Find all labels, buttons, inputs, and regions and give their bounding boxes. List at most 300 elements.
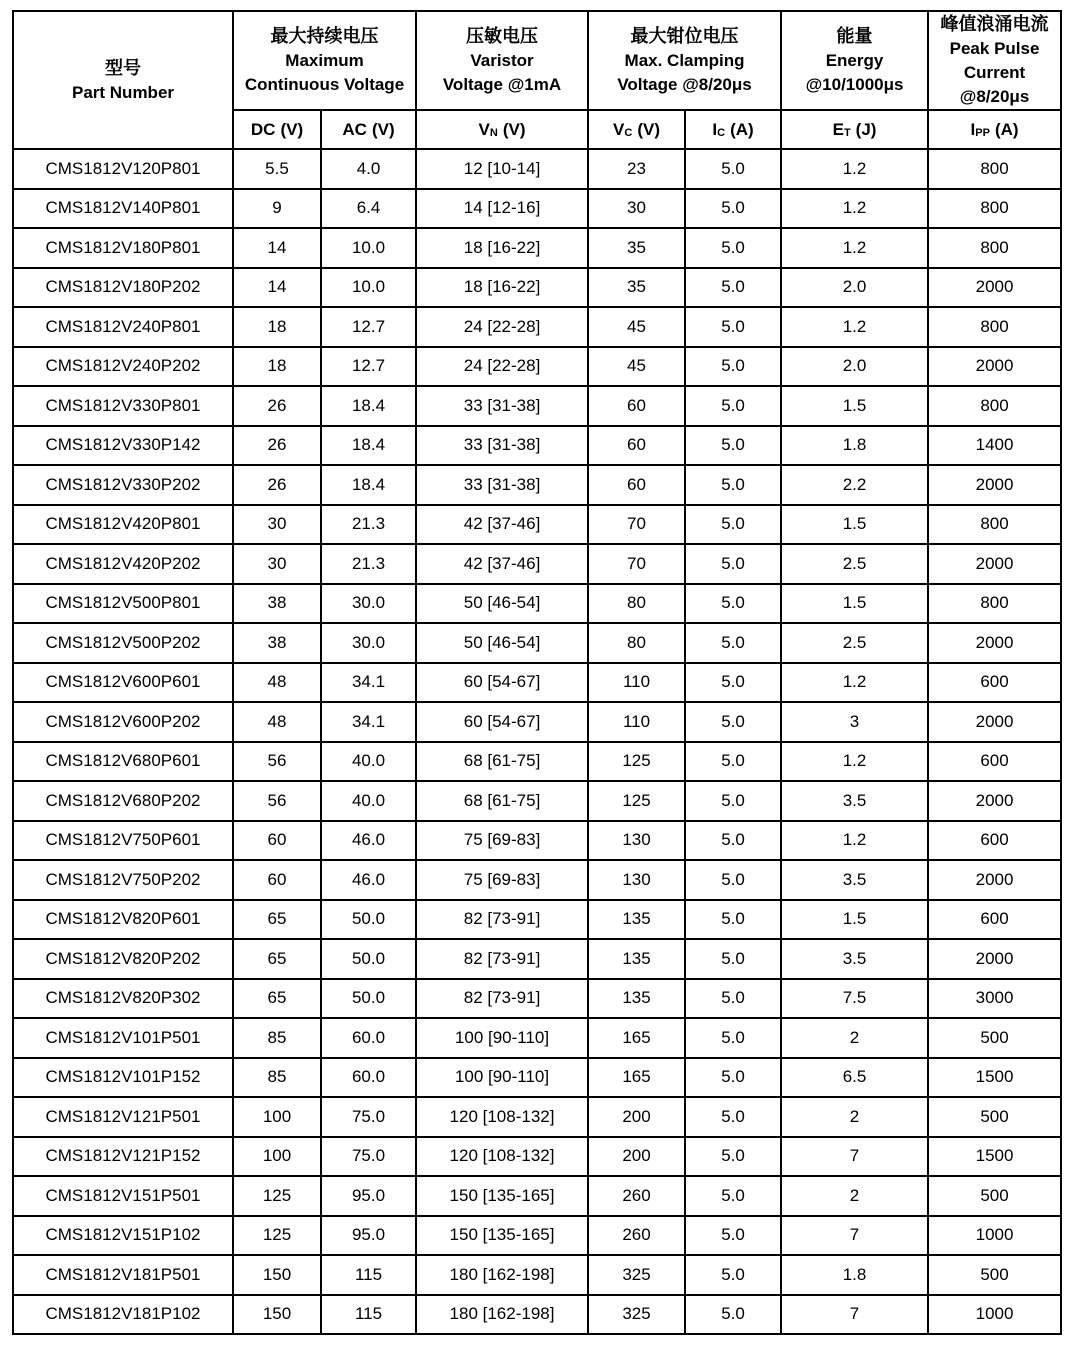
clamping-current-cell: 5.0 — [685, 821, 781, 861]
part-number-header-zh: 型号 — [105, 57, 141, 78]
dc-voltage-cell: 18 — [233, 347, 321, 387]
energy-cell: 1.5 — [781, 386, 928, 426]
col-header-ic — [685, 110, 781, 149]
clamping-voltage-cell: 45 — [588, 307, 685, 347]
part-number-cell: CMS1812V101P501 — [13, 1018, 233, 1058]
clamping-voltage-cell: 60 — [588, 426, 685, 466]
part-number-cell: CMS1812V121P501 — [13, 1097, 233, 1137]
col-header-dc — [233, 110, 321, 149]
table-row — [13, 1255, 1061, 1295]
energy-cell: 1.5 — [781, 505, 928, 545]
clamping-current-cell: 5.0 — [685, 347, 781, 387]
ac-voltage-cell: 30.0 — [321, 623, 416, 663]
varistor-voltage-cell: 42 [37-46] — [416, 544, 588, 584]
clamping-voltage-cell: 325 — [588, 1295, 685, 1335]
ac-voltage-cell: 30.0 — [321, 584, 416, 624]
energy-cell: 1.8 — [781, 1255, 928, 1295]
header-group-row — [13, 11, 1061, 110]
dc-voltage-cell: 5.5 — [233, 149, 321, 189]
energy-cell: 1.2 — [781, 742, 928, 782]
varistor-voltage-cell: 120 [108-132] — [416, 1097, 588, 1137]
energy-cell: 3.5 — [781, 939, 928, 979]
part-number-cell: CMS1812V420P801 — [13, 505, 233, 545]
varistor-voltage-cell: 24 [22-28] — [416, 307, 588, 347]
part-number-cell: CMS1812V330P801 — [13, 386, 233, 426]
table-row — [13, 702, 1061, 742]
varistor-voltage-cell: 75 [69-83] — [416, 821, 588, 861]
part-number-cell: CMS1812V600P601 — [13, 663, 233, 703]
dc-voltage-cell: 100 — [233, 1137, 321, 1177]
varistor-voltage-cell: 180 [162-198] — [416, 1255, 588, 1295]
peak-pulse-current-cell: 2000 — [928, 268, 1061, 308]
symbol: DC — [250, 119, 276, 139]
ac-voltage-cell: 18.4 — [321, 426, 416, 466]
table-row — [13, 979, 1061, 1019]
table-row — [13, 939, 1061, 979]
energy-cell: 1.5 — [781, 584, 928, 624]
part-number-cell: CMS1812V330P142 — [13, 426, 233, 466]
clamping-current-cell: 5.0 — [685, 149, 781, 189]
part-number-cell: CMS1812V240P801 — [13, 307, 233, 347]
clamping-current-cell: 5.0 — [685, 623, 781, 663]
table-row — [13, 386, 1061, 426]
varistor-voltage-cell: 60 [54-67] — [416, 663, 588, 703]
group-label-zh: 最大持续电压 — [270, 26, 379, 46]
varistor-voltage-cell: 33 [31-38] — [416, 426, 588, 466]
varistor-voltage-cell: 82 [73-91] — [416, 939, 588, 979]
varistor-voltage-cell: 14 [12-16] — [416, 189, 588, 229]
clamping-current-cell: 5.0 — [685, 307, 781, 347]
energy-cell: 2 — [781, 1097, 928, 1137]
symbol: V — [613, 119, 625, 139]
table-row — [13, 465, 1061, 505]
peak-pulse-current-cell: 2000 — [928, 860, 1061, 900]
varistor-voltage-cell: 50 [46-54] — [416, 623, 588, 663]
part-number-cell: CMS1812V500P801 — [13, 584, 233, 624]
table-row — [13, 1097, 1061, 1137]
table-row — [13, 584, 1061, 624]
peak-pulse-current-cell: 2000 — [928, 623, 1061, 663]
col-header-et — [781, 110, 928, 149]
part-number-cell: CMS1812V101P152 — [13, 1058, 233, 1098]
col-header-ac — [321, 110, 416, 149]
ac-voltage-cell: 34.1 — [321, 663, 416, 703]
table-row — [13, 1176, 1061, 1216]
clamping-voltage-cell: 23 — [588, 149, 685, 189]
peak-pulse-current-cell: 500 — [928, 1255, 1061, 1295]
clamping-current-cell: 5.0 — [685, 979, 781, 1019]
clamping-current-cell: 5.0 — [685, 189, 781, 229]
group-header-varistor-voltage — [416, 11, 588, 110]
clamping-current-cell: 5.0 — [685, 505, 781, 545]
clamping-current-cell: 5.0 — [685, 781, 781, 821]
varistor-voltage-cell: 82 [73-91] — [416, 979, 588, 1019]
table-row — [13, 1216, 1061, 1256]
ac-voltage-cell: 10.0 — [321, 228, 416, 268]
varistor-voltage-cell: 42 [37-46] — [416, 505, 588, 545]
peak-pulse-current-cell: 2000 — [928, 702, 1061, 742]
group-label-en: Peak Pulse — [949, 39, 1040, 58]
peak-pulse-current-cell: 500 — [928, 1097, 1061, 1137]
clamping-voltage-cell: 80 — [588, 584, 685, 624]
ac-voltage-cell: 75.0 — [321, 1137, 416, 1177]
energy-cell: 1.2 — [781, 663, 928, 703]
group-label-zh: 能量 — [836, 26, 873, 46]
unit: (V) — [280, 119, 304, 139]
symbol-subscript: C — [717, 126, 726, 139]
part-number-cell: CMS1812V420P202 — [13, 544, 233, 584]
part-number-cell: CMS1812V151P501 — [13, 1176, 233, 1216]
ac-voltage-cell: 75.0 — [321, 1097, 416, 1137]
dc-voltage-cell: 30 — [233, 505, 321, 545]
dc-voltage-cell: 125 — [233, 1176, 321, 1216]
energy-cell: 7 — [781, 1137, 928, 1177]
peak-pulse-current-cell: 800 — [928, 307, 1061, 347]
energy-cell: 7 — [781, 1216, 928, 1256]
dc-voltage-cell: 9 — [233, 189, 321, 229]
part-number-cell: CMS1812V500P202 — [13, 623, 233, 663]
clamping-current-cell: 5.0 — [685, 1018, 781, 1058]
clamping-voltage-cell: 35 — [588, 268, 685, 308]
clamping-voltage-cell: 135 — [588, 900, 685, 940]
clamping-current-cell: 5.0 — [685, 1295, 781, 1335]
part-number-cell: CMS1812V140P801 — [13, 189, 233, 229]
group-label-en: @10/1000μs — [805, 75, 904, 94]
varistor-voltage-cell: 150 [135-165] — [416, 1176, 588, 1216]
symbol: AC — [342, 119, 367, 139]
part-number-cell: CMS1812V121P152 — [13, 1137, 233, 1177]
varistor-voltage-cell: 68 [61-75] — [416, 781, 588, 821]
unit: (A) — [994, 119, 1019, 139]
table-body — [13, 149, 1061, 1334]
peak-pulse-current-cell: 1000 — [928, 1295, 1061, 1335]
varistor-voltage-cell: 68 [61-75] — [416, 742, 588, 782]
part-number-cell: CMS1812V330P202 — [13, 465, 233, 505]
varistor-voltage-cell: 24 [22-28] — [416, 347, 588, 387]
ac-voltage-cell: 6.4 — [321, 189, 416, 229]
peak-pulse-current-cell: 600 — [928, 742, 1061, 782]
energy-cell: 1.2 — [781, 307, 928, 347]
peak-pulse-current-cell: 800 — [928, 149, 1061, 189]
part-number-cell: CMS1812V750P202 — [13, 860, 233, 900]
energy-cell: 2 — [781, 1176, 928, 1216]
table-row — [13, 781, 1061, 821]
energy-cell: 3 — [781, 702, 928, 742]
group-label-en: Varistor — [470, 51, 534, 70]
table-row — [13, 228, 1061, 268]
energy-cell: 2.5 — [781, 544, 928, 584]
unit: (V) — [371, 119, 395, 139]
energy-cell: 1.2 — [781, 149, 928, 189]
energy-cell: 7 — [781, 1295, 928, 1335]
clamping-current-cell: 5.0 — [685, 1097, 781, 1137]
varistor-voltage-cell: 33 [31-38] — [416, 386, 588, 426]
part-number-header-en: Part Number — [71, 82, 175, 102]
clamping-current-cell: 5.0 — [685, 900, 781, 940]
table-row — [13, 1018, 1061, 1058]
peak-pulse-current-cell: 800 — [928, 386, 1061, 426]
part-number-cell: CMS1812V181P501 — [13, 1255, 233, 1295]
group-label-en: Voltage @8/20μs — [617, 75, 752, 94]
part-number-cell: CMS1812V820P302 — [13, 979, 233, 1019]
clamping-voltage-cell: 80 — [588, 623, 685, 663]
peak-pulse-current-cell: 2000 — [928, 939, 1061, 979]
dc-voltage-cell: 56 — [233, 781, 321, 821]
group-label-en: Voltage @1mA — [442, 75, 562, 94]
table-header — [13, 11, 1061, 149]
group-label-zh: 最大钳位电压 — [630, 26, 739, 46]
clamping-current-cell: 5.0 — [685, 1176, 781, 1216]
peak-pulse-current-cell: 800 — [928, 584, 1061, 624]
symbol: I — [712, 119, 718, 139]
symbol: E — [832, 119, 844, 139]
peak-pulse-current-cell: 1500 — [928, 1137, 1061, 1177]
peak-pulse-current-cell: 500 — [928, 1176, 1061, 1216]
peak-pulse-current-cell: 2000 — [928, 544, 1061, 584]
energy-cell: 1.2 — [781, 189, 928, 229]
ac-voltage-cell: 95.0 — [321, 1176, 416, 1216]
dc-voltage-cell: 85 — [233, 1018, 321, 1058]
ac-voltage-cell: 115 — [321, 1255, 416, 1295]
table-row — [13, 347, 1061, 387]
part-number-cell: CMS1812V181P102 — [13, 1295, 233, 1335]
ac-voltage-cell: 18.4 — [321, 386, 416, 426]
ac-voltage-cell: 50.0 — [321, 939, 416, 979]
part-number-cell: CMS1812V820P601 — [13, 900, 233, 940]
clamping-current-cell: 5.0 — [685, 386, 781, 426]
peak-pulse-current-cell: 800 — [928, 228, 1061, 268]
energy-cell: 1.8 — [781, 426, 928, 466]
part-number-cell: CMS1812V680P202 — [13, 781, 233, 821]
energy-cell: 3.5 — [781, 781, 928, 821]
energy-cell: 2.0 — [781, 347, 928, 387]
symbol-subscript: T — [843, 126, 851, 139]
varistor-voltage-cell: 100 [90-110] — [416, 1058, 588, 1098]
dc-voltage-cell: 26 — [233, 386, 321, 426]
dc-voltage-cell: 56 — [233, 742, 321, 782]
ac-voltage-cell: 46.0 — [321, 821, 416, 861]
table-row — [13, 1295, 1061, 1335]
ac-voltage-cell: 50.0 — [321, 900, 416, 940]
dc-voltage-cell: 26 — [233, 465, 321, 505]
symbol-subscript: N — [489, 126, 498, 139]
table-row — [13, 426, 1061, 466]
ac-voltage-cell: 12.7 — [321, 307, 416, 347]
peak-pulse-current-cell: 2000 — [928, 781, 1061, 821]
peak-pulse-current-cell: 600 — [928, 821, 1061, 861]
peak-pulse-current-cell: 600 — [928, 900, 1061, 940]
clamping-voltage-cell: 125 — [588, 742, 685, 782]
clamping-voltage-cell: 165 — [588, 1058, 685, 1098]
varistor-voltage-cell: 120 [108-132] — [416, 1137, 588, 1177]
dc-voltage-cell: 38 — [233, 623, 321, 663]
part-number-cell: CMS1812V820P202 — [13, 939, 233, 979]
peak-pulse-current-cell: 600 — [928, 663, 1061, 703]
clamping-voltage-cell: 200 — [588, 1097, 685, 1137]
ac-voltage-cell: 60.0 — [321, 1018, 416, 1058]
clamping-current-cell: 5.0 — [685, 860, 781, 900]
energy-cell: 6.5 — [781, 1058, 928, 1098]
clamping-voltage-cell: 45 — [588, 347, 685, 387]
peak-pulse-current-cell: 2000 — [928, 465, 1061, 505]
energy-cell: 2.0 — [781, 268, 928, 308]
dc-voltage-cell: 125 — [233, 1216, 321, 1256]
varistor-voltage-cell: 150 [135-165] — [416, 1216, 588, 1256]
ac-voltage-cell: 50.0 — [321, 979, 416, 1019]
clamping-current-cell: 5.0 — [685, 268, 781, 308]
group-label-en: Energy — [825, 51, 884, 70]
energy-cell: 7.5 — [781, 979, 928, 1019]
clamping-voltage-cell: 200 — [588, 1137, 685, 1177]
clamping-current-cell: 5.0 — [685, 1255, 781, 1295]
varistor-voltage-cell: 75 [69-83] — [416, 860, 588, 900]
dc-voltage-cell: 65 — [233, 939, 321, 979]
dc-voltage-cell: 48 — [233, 702, 321, 742]
table-row — [13, 149, 1061, 189]
varistor-spec-table — [12, 10, 1062, 1335]
clamping-current-cell: 5.0 — [685, 426, 781, 466]
group-label-en: Continuous Voltage — [244, 75, 405, 94]
symbol: I — [970, 119, 976, 139]
ac-voltage-cell: 46.0 — [321, 860, 416, 900]
table-row — [13, 623, 1061, 663]
group-header-energy — [781, 11, 928, 110]
ac-voltage-cell: 21.3 — [321, 544, 416, 584]
ac-voltage-cell: 40.0 — [321, 742, 416, 782]
varistor-voltage-cell: 180 [162-198] — [416, 1295, 588, 1335]
clamping-voltage-cell: 130 — [588, 860, 685, 900]
energy-cell: 2.5 — [781, 623, 928, 663]
dc-voltage-cell: 60 — [233, 821, 321, 861]
peak-pulse-current-cell: 1400 — [928, 426, 1061, 466]
clamping-voltage-cell: 60 — [588, 386, 685, 426]
ac-voltage-cell: 60.0 — [321, 1058, 416, 1098]
varistor-voltage-cell: 50 [46-54] — [416, 584, 588, 624]
energy-cell: 1.2 — [781, 821, 928, 861]
clamping-current-cell: 5.0 — [685, 742, 781, 782]
table-row — [13, 663, 1061, 703]
ac-voltage-cell: 18.4 — [321, 465, 416, 505]
dc-voltage-cell: 48 — [233, 663, 321, 703]
part-number-cell: CMS1812V180P202 — [13, 268, 233, 308]
symbol: V — [478, 119, 490, 139]
clamping-voltage-cell: 70 — [588, 544, 685, 584]
energy-cell: 2.2 — [781, 465, 928, 505]
varistor-voltage-cell: 12 [10-14] — [416, 149, 588, 189]
group-label-en: Current — [963, 63, 1026, 82]
varistor-voltage-cell: 100 [90-110] — [416, 1018, 588, 1058]
ac-voltage-cell: 4.0 — [321, 149, 416, 189]
varistor-voltage-cell: 82 [73-91] — [416, 900, 588, 940]
table-row — [13, 189, 1061, 229]
dc-voltage-cell: 14 — [233, 228, 321, 268]
ac-voltage-cell: 34.1 — [321, 702, 416, 742]
ac-voltage-cell: 21.3 — [321, 505, 416, 545]
clamping-voltage-cell: 70 — [588, 505, 685, 545]
symbol-subscript: C — [624, 126, 633, 139]
table-row — [13, 900, 1061, 940]
table-row — [13, 505, 1061, 545]
dc-voltage-cell: 14 — [233, 268, 321, 308]
ac-voltage-cell: 10.0 — [321, 268, 416, 308]
peak-pulse-current-cell: 800 — [928, 189, 1061, 229]
unit: (V) — [637, 119, 660, 139]
ac-voltage-cell: 12.7 — [321, 347, 416, 387]
symbol-subscript: PP — [975, 126, 990, 139]
varistor-voltage-cell: 18 [16-22] — [416, 268, 588, 308]
clamping-voltage-cell: 130 — [588, 821, 685, 861]
peak-pulse-current-cell: 1000 — [928, 1216, 1061, 1256]
table-row — [13, 742, 1061, 782]
peak-pulse-current-cell: 800 — [928, 505, 1061, 545]
dc-voltage-cell: 65 — [233, 900, 321, 940]
part-number-cell: CMS1812V180P801 — [13, 228, 233, 268]
clamping-voltage-cell: 60 — [588, 465, 685, 505]
table-row — [13, 1058, 1061, 1098]
peak-pulse-current-cell: 1500 — [928, 1058, 1061, 1098]
group-header-peak-pulse-current — [928, 11, 1061, 110]
clamping-voltage-cell: 260 — [588, 1216, 685, 1256]
dc-voltage-cell: 38 — [233, 584, 321, 624]
varistor-voltage-cell: 33 [31-38] — [416, 465, 588, 505]
table-row — [13, 821, 1061, 861]
dc-voltage-cell: 150 — [233, 1255, 321, 1295]
table-row — [13, 307, 1061, 347]
dc-voltage-cell: 60 — [233, 860, 321, 900]
table-row — [13, 860, 1061, 900]
peak-pulse-current-cell: 2000 — [928, 347, 1061, 387]
dc-voltage-cell: 18 — [233, 307, 321, 347]
group-label-en: Maximum — [285, 51, 364, 70]
clamping-current-cell: 5.0 — [685, 702, 781, 742]
energy-cell: 2 — [781, 1018, 928, 1058]
unit: (V) — [502, 119, 526, 139]
part-number-cell: CMS1812V151P102 — [13, 1216, 233, 1256]
energy-cell: 3.5 — [781, 860, 928, 900]
peak-pulse-current-cell: 3000 — [928, 979, 1061, 1019]
unit: (A) — [730, 119, 754, 139]
col-header-part-number — [13, 11, 233, 149]
clamping-voltage-cell: 30 — [588, 189, 685, 229]
clamping-voltage-cell: 135 — [588, 939, 685, 979]
ac-voltage-cell: 40.0 — [321, 781, 416, 821]
clamping-current-cell: 5.0 — [685, 584, 781, 624]
energy-cell: 1.5 — [781, 900, 928, 940]
varistor-voltage-cell: 18 [16-22] — [416, 228, 588, 268]
varistor-voltage-cell: 60 [54-67] — [416, 702, 588, 742]
col-header-vc — [588, 110, 685, 149]
col-header-ipp — [928, 110, 1061, 149]
dc-voltage-cell: 26 — [233, 426, 321, 466]
clamping-current-cell: 5.0 — [685, 663, 781, 703]
clamping-voltage-cell: 110 — [588, 663, 685, 703]
clamping-voltage-cell: 135 — [588, 979, 685, 1019]
clamping-current-cell: 5.0 — [685, 1058, 781, 1098]
dc-voltage-cell: 100 — [233, 1097, 321, 1137]
ac-voltage-cell: 115 — [321, 1295, 416, 1335]
dc-voltage-cell: 30 — [233, 544, 321, 584]
part-number-cell: CMS1812V120P801 — [13, 149, 233, 189]
clamping-current-cell: 5.0 — [685, 1137, 781, 1177]
clamping-current-cell: 5.0 — [685, 939, 781, 979]
group-label-en: Max. Clamping — [624, 51, 745, 70]
part-number-cell: CMS1812V680P601 — [13, 742, 233, 782]
clamping-current-cell: 5.0 — [685, 465, 781, 505]
part-number-cell: CMS1812V750P601 — [13, 821, 233, 861]
group-label-zh: 压敏电压 — [466, 26, 539, 46]
clamping-current-cell: 5.0 — [685, 544, 781, 584]
clamping-current-cell: 5.0 — [685, 228, 781, 268]
